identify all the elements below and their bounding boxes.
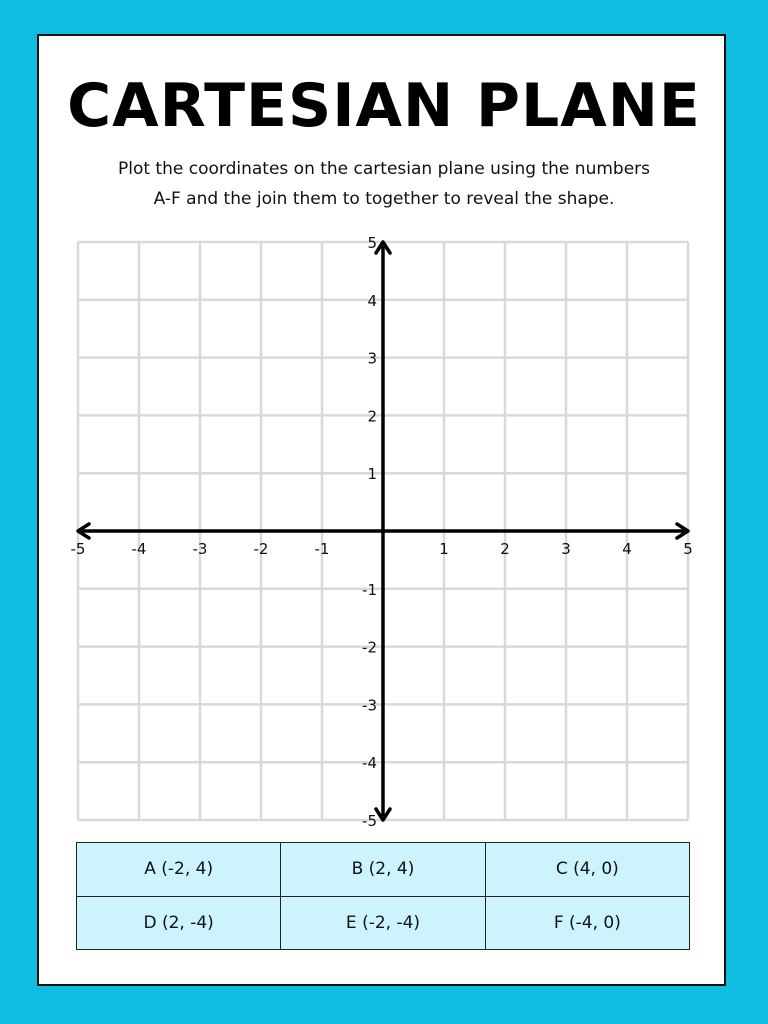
table-row <box>77 843 690 897</box>
y-tick-label: 3 <box>367 349 377 368</box>
coordinate-cell-a: A (-2, 4) <box>77 843 281 897</box>
y-tick-label: -4 <box>362 754 377 773</box>
x-tick-label: 1 <box>439 540 449 558</box>
table-row <box>77 896 690 950</box>
page-title: CARTESIAN PLANE <box>67 71 701 141</box>
coordinate-cell-e: E (-2, -4) <box>281 896 485 950</box>
y-tick-label: -5 <box>362 812 377 830</box>
y-tick-label: -1 <box>362 580 377 599</box>
coordinate-cell-f: F (-4, 0) <box>485 896 689 950</box>
coordinate-cell-c: C (4, 0) <box>485 843 689 897</box>
y-tick-label: 4 <box>367 291 377 310</box>
y-tick-label: -3 <box>362 696 377 715</box>
x-tick-label: 2 <box>500 540 510 558</box>
coordinate-cell-d: D (2, -4) <box>77 896 281 950</box>
y-tick-label: 1 <box>367 465 377 484</box>
instructions-line-2: A-F and the join them to together to reveal the shape. <box>153 189 615 209</box>
y-tick-label: -2 <box>362 638 377 657</box>
x-tick-label: -5 <box>70 540 86 558</box>
y-tick-label: 2 <box>367 407 377 426</box>
x-tick-label: -4 <box>131 540 147 558</box>
x-tick-label: -2 <box>253 540 269 558</box>
y-tick-label: 5 <box>367 234 377 252</box>
x-tick-label: -3 <box>192 540 208 558</box>
coordinate-cell-b: B (2, 4) <box>281 843 485 897</box>
instructions-line-1: Plot the coordinates on the cartesian plane using the numbers <box>117 159 650 179</box>
x-tick-label: 5 <box>683 540 693 558</box>
x-tick-label: 4 <box>622 540 632 558</box>
x-tick-label: -1 <box>314 540 330 558</box>
coordinates-table <box>76 842 690 950</box>
x-tick-label: 3 <box>561 540 571 558</box>
